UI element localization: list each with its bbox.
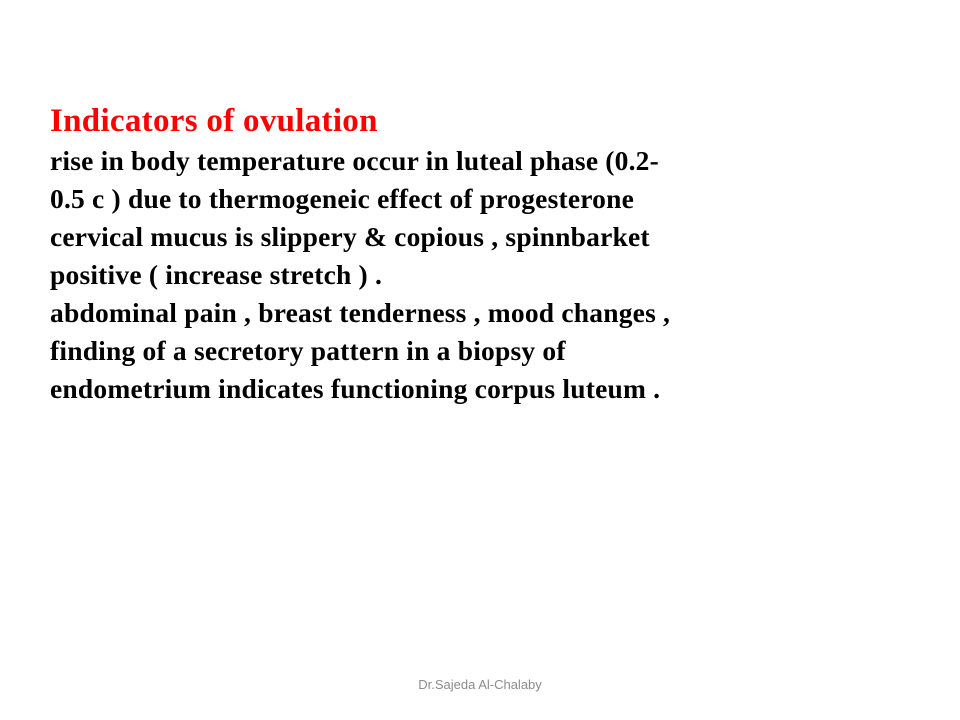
slide-footer-author: Dr.Sajeda Al-Chalaby — [418, 677, 542, 692]
slide-body — [50, 142, 930, 408]
slide-title: Indicators of ovulation — [50, 103, 378, 139]
body-line: abdominal pain , breast tenderness , mood changes , — [50, 297, 671, 328]
slide-content — [50, 100, 930, 408]
body-line: endometrium indicates functioning corpus luteum . — [50, 373, 661, 404]
body-line: finding of a secretory pattern in a biopsy of — [50, 335, 566, 366]
body-line: rise in body temperature occur in luteal phase (0.2- — [50, 145, 659, 176]
body-line: positive ( increase stretch ) . — [50, 259, 383, 290]
body-line: cervical mucus is slippery & copious , spinnbarket — [50, 221, 650, 252]
body-line: 0.5 c ) due to thermogeneic effect of progesterone — [50, 183, 634, 214]
